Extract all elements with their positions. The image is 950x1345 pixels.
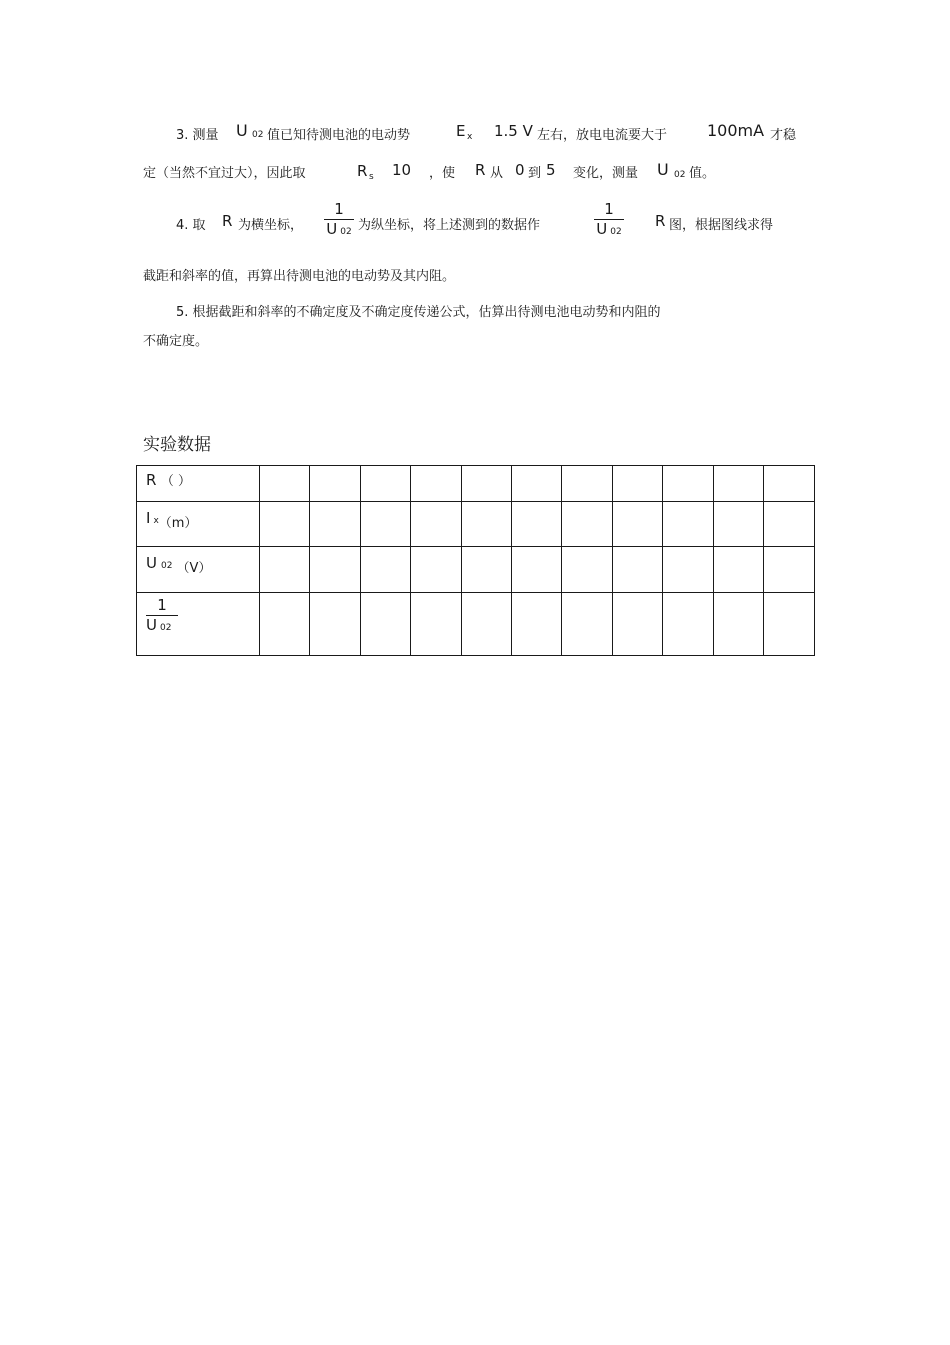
- table-cell[interactable]: [260, 593, 310, 656]
- fraction-den-u: U: [146, 616, 157, 634]
- item3-current-value: 100mA: [707, 121, 765, 140]
- table-cell[interactable]: [613, 502, 663, 547]
- item4-fraction-2: [594, 201, 624, 241]
- fraction-numerator: 1: [604, 200, 614, 218]
- item3-range-from: 0: [515, 161, 525, 179]
- fraction-denominator: [594, 221, 624, 241]
- fraction-numerator: 1: [157, 596, 167, 614]
- item4-r2: R: [655, 212, 666, 230]
- table-cell[interactable]: [361, 466, 411, 502]
- item3-text7: 变化，测量: [573, 166, 639, 181]
- table-cell[interactable]: [764, 502, 815, 547]
- table-cell[interactable]: [462, 547, 512, 593]
- fraction-den-u: U: [326, 220, 338, 238]
- table-cell[interactable]: [411, 593, 462, 656]
- table-cell[interactable]: [562, 547, 613, 593]
- item4-text3: 图，根据图线求得: [669, 218, 774, 233]
- row-label-r: [137, 466, 260, 502]
- item3-rs-value: 10: [392, 161, 412, 179]
- section-title: 实验数据: [143, 435, 211, 455]
- table-row-u02: [137, 547, 815, 593]
- item5-line1: 5. 根据截距和斜率的不确定度及不确定度传递公式，估算出待测电池电动势和内阻的: [176, 305, 661, 320]
- row-label-u02: [137, 547, 260, 593]
- item3-text1: 值已知待测电池的电动势: [267, 128, 411, 143]
- table-cell[interactable]: [462, 502, 512, 547]
- item4-line2: 截距和斜率的值，再算出待测电池的电动势及其内阻。: [143, 269, 456, 284]
- item3-u2-sub: 02: [674, 170, 686, 180]
- table-cell[interactable]: [310, 547, 361, 593]
- data-table: [136, 465, 815, 656]
- item3-text6: 到: [528, 166, 542, 181]
- ix-unit: （m）: [158, 516, 198, 531]
- r-symbol: R: [146, 471, 157, 489]
- table-cell[interactable]: [613, 547, 663, 593]
- table-cell[interactable]: [613, 466, 663, 502]
- ix-symbol: I: [146, 509, 151, 527]
- row-label-ix-text: [146, 508, 198, 531]
- fraction-den-sub: 02: [159, 623, 172, 633]
- table-row-ix: [137, 502, 815, 547]
- table-cell[interactable]: [260, 466, 310, 502]
- fraction-numerator: 1: [334, 200, 344, 218]
- item3-u-sub: 02: [252, 130, 264, 140]
- item3-r: R: [475, 161, 486, 179]
- table-cell[interactable]: [361, 502, 411, 547]
- table-cell[interactable]: [764, 593, 815, 656]
- item3-text2: 左右，放电电流要大于: [537, 128, 668, 143]
- inverse-u02-fraction: [146, 597, 178, 637]
- table-cell[interactable]: [562, 466, 613, 502]
- table-cell[interactable]: [764, 466, 815, 502]
- item4-r: R: [222, 212, 233, 230]
- item3-line2-start: 定（当然不宜过大），因此取: [143, 166, 306, 181]
- table-cell[interactable]: [512, 547, 562, 593]
- table-cell[interactable]: [714, 547, 764, 593]
- table-cell[interactable]: [714, 593, 764, 656]
- table-cell[interactable]: [663, 502, 714, 547]
- table-cell[interactable]: [663, 466, 714, 502]
- table-cell[interactable]: [361, 547, 411, 593]
- fraction-den-sub: 02: [610, 227, 622, 237]
- u02-sub: 02: [160, 561, 173, 571]
- table-row-r: [137, 466, 815, 502]
- u02-symbol: U: [146, 554, 157, 572]
- table-cell[interactable]: [411, 502, 462, 547]
- table-cell[interactable]: [562, 502, 613, 547]
- table-cell[interactable]: [613, 593, 663, 656]
- u02-unit: （V）: [176, 561, 212, 576]
- table-cell[interactable]: [411, 466, 462, 502]
- item3-ex: E: [456, 122, 466, 140]
- table-cell[interactable]: [462, 593, 512, 656]
- item3-text4: ，使: [429, 166, 456, 181]
- item3-voltage-value: 1.5 V: [494, 122, 533, 140]
- item3-text3: 才稳: [770, 128, 797, 143]
- item3-rs-sub: s: [369, 172, 374, 182]
- table-cell[interactable]: [714, 502, 764, 547]
- table-cell[interactable]: [310, 502, 361, 547]
- fraction-denominator: [146, 617, 178, 637]
- table-cell[interactable]: [512, 502, 562, 547]
- table-cell[interactable]: [310, 466, 361, 502]
- item5-line2: 不确定度。: [143, 334, 209, 349]
- item4-prefix: 4. 取: [176, 218, 206, 233]
- table-cell[interactable]: [714, 466, 764, 502]
- table-cell[interactable]: [310, 593, 361, 656]
- item4-text1: 为横坐标，: [238, 218, 304, 233]
- table-cell[interactable]: [512, 466, 562, 502]
- row-label-u02-text: [146, 553, 212, 576]
- item3-ex-sub: x: [467, 132, 473, 142]
- table-cell[interactable]: [663, 547, 714, 593]
- item3-u2: U: [657, 160, 669, 179]
- row-label-inverse-u02: [137, 593, 260, 656]
- item3-text8: 值。: [689, 166, 716, 181]
- item3-range-to: 5: [546, 161, 556, 179]
- table-cell[interactable]: [562, 593, 613, 656]
- table-cell[interactable]: [411, 547, 462, 593]
- fraction-den-u: U: [596, 220, 608, 238]
- item3-rs: R: [357, 162, 368, 180]
- r-unit: （ ）: [160, 474, 192, 489]
- row-label-r-text: [146, 470, 191, 489]
- table-cell[interactable]: [663, 593, 714, 656]
- fraction-den-sub: 02: [340, 227, 352, 237]
- ix-sub: x: [153, 516, 159, 526]
- row-label-ix: [137, 502, 260, 547]
- item3-text5: 从: [490, 166, 504, 181]
- item3-u: U: [236, 121, 248, 140]
- item3-prefix: 3. 测量: [176, 128, 219, 143]
- table-cell[interactable]: [260, 547, 310, 593]
- fraction-denominator: [324, 221, 354, 241]
- table-row-inverse-u02: [137, 593, 815, 656]
- table-cell[interactable]: [764, 547, 815, 593]
- item4-text2: 为纵坐标，将上述测到的数据作: [358, 218, 541, 233]
- table-cell[interactable]: [512, 593, 562, 656]
- item4-fraction-1: [324, 201, 354, 241]
- table-cell[interactable]: [260, 502, 310, 547]
- table-cell[interactable]: [462, 466, 512, 502]
- table-cell[interactable]: [361, 593, 411, 656]
